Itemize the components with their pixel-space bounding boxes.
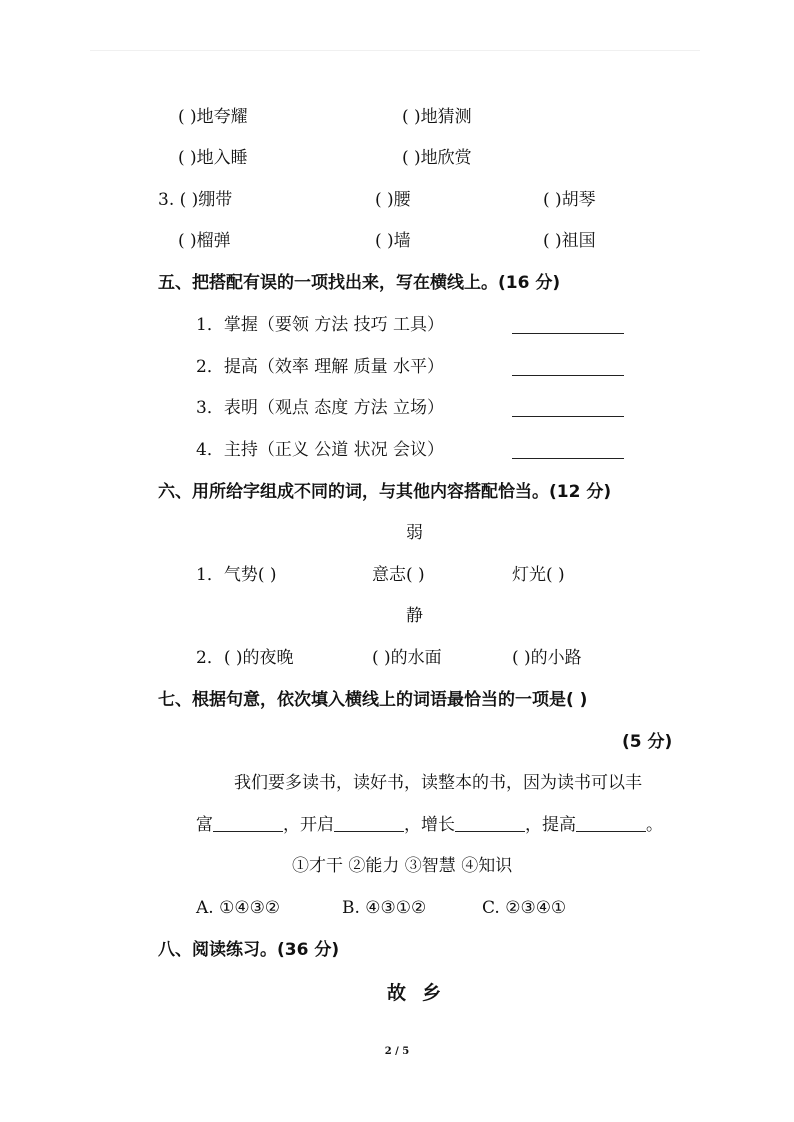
answer-blank[interactable] [512,399,624,421]
answer-blank[interactable] [512,358,624,380]
choice-b[interactable]: B. ④③①② [342,898,427,918]
section-8-heading: 八、阅读练习。(36 分) [158,940,340,960]
q3-item: ( )胡琴 [543,190,596,210]
q3-item: ( )祖国 [543,231,596,251]
q3-item: ( )墙 [375,231,411,251]
sentence-fragment: 。 [646,815,663,835]
section-6-heading: 六、用所给字组成不同的词，与其他内容搭配恰当。(12 分) [158,482,612,502]
fill-blank[interactable] [213,815,283,832]
word-item: 意志( ) [372,565,425,585]
given-character: 静 [406,606,423,626]
word-item: 灯光( ) [512,565,565,585]
adverb-item: ( )地夸耀 [178,107,248,127]
word-item: 2．( )的夜晚 [196,648,294,668]
section-7-heading: 七、根据句意，依次填入横线上的词语最恰当的一项是( ) [158,690,588,710]
header-divider [90,50,700,51]
choice-c[interactable]: C. ②③④① [482,898,567,918]
adverb-item: ( )地欣赏 [402,148,472,168]
collocation-item: 2．提高（效率 理解 质量 水平） [196,357,445,377]
collocation-item: 3．表明（观点 态度 方法 立场） [196,398,445,418]
fill-blank[interactable] [576,815,646,832]
choice-a[interactable]: A. ①④③② [196,898,281,918]
collocation-item: 1．掌握（要领 方法 技巧 工具） [196,315,445,335]
answer-blank[interactable] [512,316,624,338]
sentence-line [196,814,663,836]
score-label: (5 分) [622,732,673,752]
given-character: 弱 [406,523,423,543]
sentence-line: 我们要多读书，读好书，读整本的书，因为读书可以丰 [234,773,642,793]
word-options: ①才干 ②能力 ③智慧 ④知识 [292,856,513,876]
q3-item: 3. ( )绷带 [158,190,233,210]
sentence-fragment: ，提高 [525,815,576,835]
passage-title: 故乡 [387,982,458,1004]
word-item: 1．气势( ) [196,565,277,585]
sentence-fragment: ，增长 [404,815,455,835]
word-item: ( )的水面 [372,648,442,668]
q3-item: ( )腰 [375,190,411,210]
page-number: 2 / 5 [384,1046,410,1057]
fill-blank[interactable] [334,815,404,832]
adverb-item: ( )地猜测 [402,107,472,127]
q3-item: ( )榴弹 [178,231,231,251]
section-5-heading: 五、把搭配有误的一项找出来，写在横线上。(16 分) [158,273,561,293]
answer-blank[interactable] [512,441,624,463]
adverb-item: ( )地入睡 [178,148,248,168]
word-item: ( )的小路 [512,648,582,668]
sentence-fragment: ，开启 [283,815,334,835]
sentence-fragment: 富 [196,815,213,835]
fill-blank[interactable] [455,815,525,832]
collocation-item: 4．主持（正义 公道 状况 会议） [196,440,445,460]
